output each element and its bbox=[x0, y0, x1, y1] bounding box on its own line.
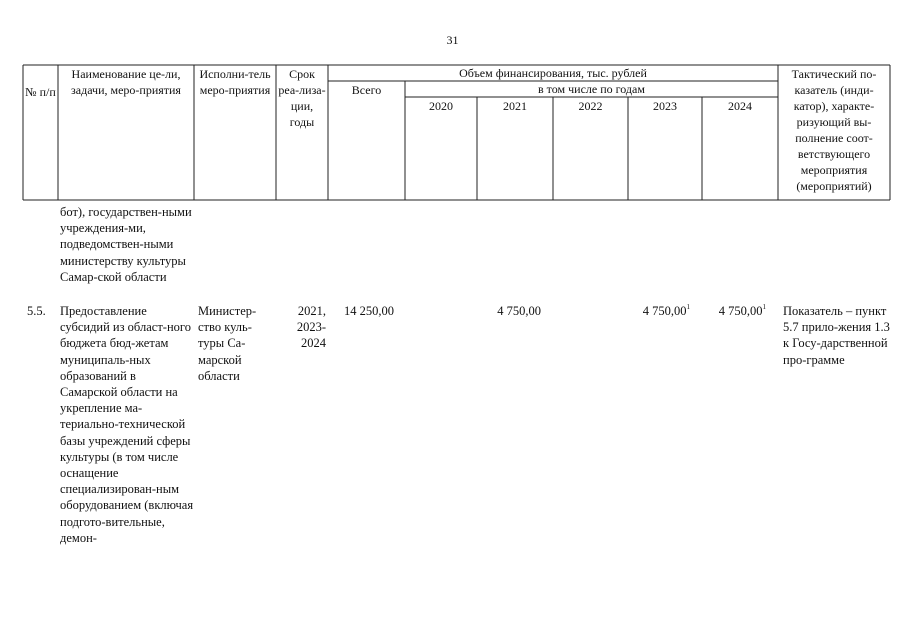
row-2024 bbox=[702, 303, 766, 319]
row-period: 2021, 2023-2024 bbox=[296, 304, 326, 351]
header-period: Срок реа-лиза-ции, годы bbox=[278, 67, 326, 129]
header-year-2022: 2022 bbox=[578, 99, 603, 113]
row-2021: 4 750,00 bbox=[497, 304, 541, 318]
row-2023-value: 4 750,00 bbox=[642, 304, 687, 318]
footnote-mark: 1 bbox=[686, 303, 690, 311]
page-number: 31 bbox=[446, 33, 459, 47]
header-by-years: в том числе по годам bbox=[538, 82, 645, 96]
header-indicator: Тактический по-казатель (инди-катор), характе-ризующий вы-полнение соот-ветствующего мероприятия (мероприятий) bbox=[791, 67, 877, 193]
header-executor: Исполни-тель меро-приятия bbox=[199, 67, 271, 97]
footnote-mark: 1 bbox=[762, 303, 766, 311]
header-year-2024: 2024 bbox=[728, 99, 752, 113]
row-2023 bbox=[628, 303, 690, 319]
row-total: 14 250,00 bbox=[344, 304, 394, 318]
header-total: Всего bbox=[351, 83, 382, 97]
header-financing: Объем финансирования, тыс. рублей bbox=[459, 66, 647, 80]
row-indicator: Показатель – пункт 5.7 прило-жения 1.3 к Госу-дарственной про-грамме bbox=[783, 304, 890, 367]
row-name: Предоставление субсидий из област-ного бюджета бюд-жетам муниципаль-ных образований в Самарской области на укрепление ма-териально-технической базы учреждений сферы культуры (в том числе оснащение специализирован-ным оборудованием (включая подгото-вительные, демон- bbox=[60, 304, 194, 545]
row-executor: Министер-ство куль-туры Са-марской области bbox=[198, 304, 257, 383]
header-year-2021: 2021 bbox=[503, 99, 527, 113]
row-2024-value: 4 750,00 bbox=[718, 304, 763, 318]
header-number: № п/п bbox=[25, 85, 56, 99]
header-name: Наименование це-ли, задачи, меро-приятия bbox=[71, 67, 181, 97]
header-year-2020: 2020 bbox=[429, 99, 453, 113]
row-number: 5.5. bbox=[27, 304, 46, 318]
header-year-2023: 2023 bbox=[653, 99, 677, 113]
continuation-text: бот), государствен-ными учреждения-ми, подведомствен-ными министерству культуры Самар-ской области bbox=[60, 205, 192, 284]
